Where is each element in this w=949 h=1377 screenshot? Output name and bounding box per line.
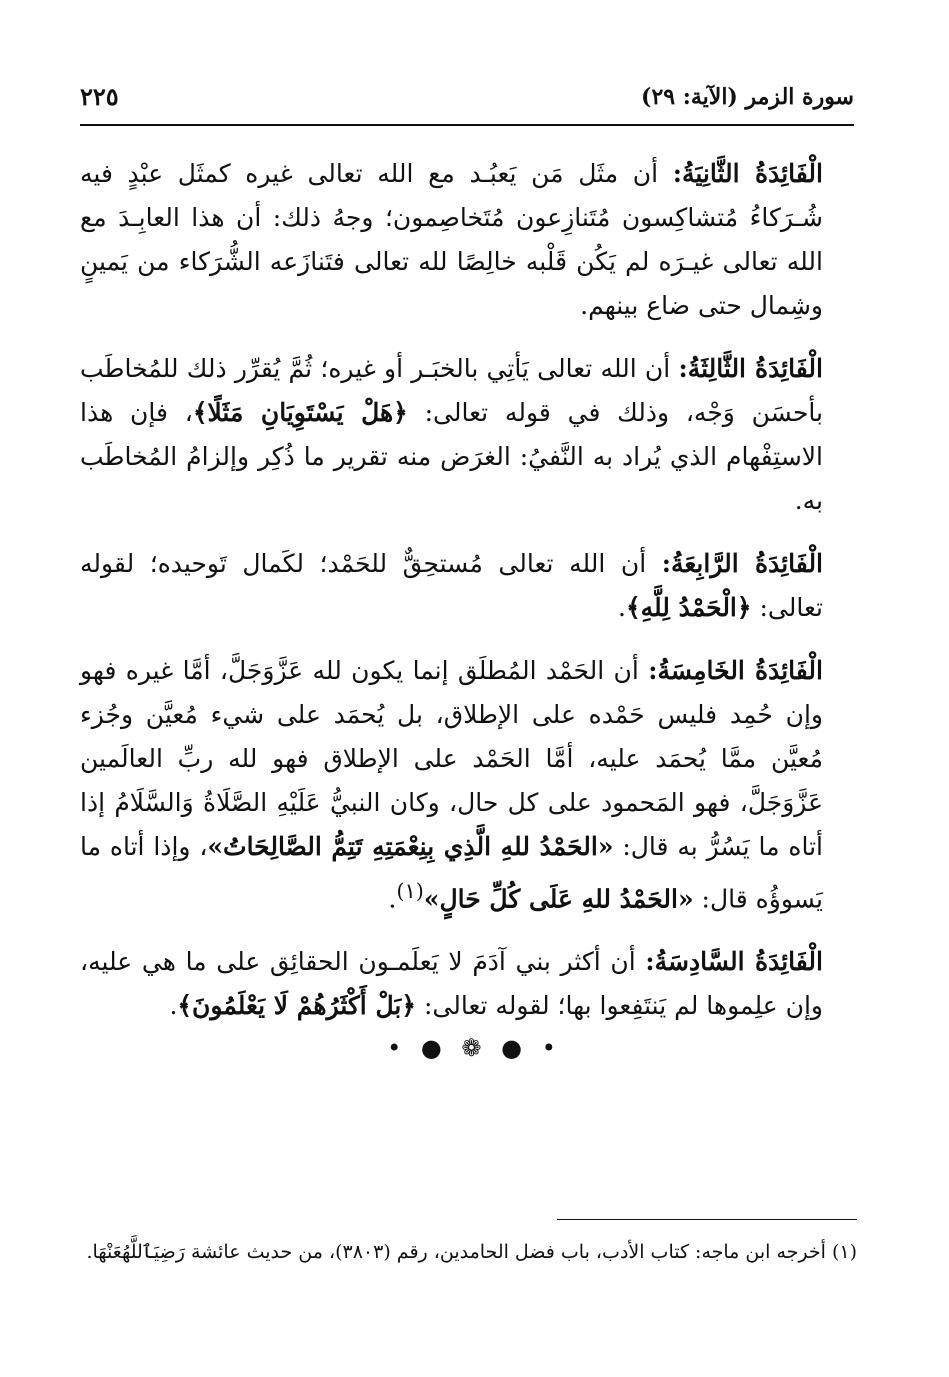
benefit-paragraph-6 xyxy=(80,940,857,1028)
benefit-paragraph-5 xyxy=(80,649,857,921)
benefit-title: الْفَائِدَةُ الخَامِسَةُ: xyxy=(648,656,823,685)
benefit-text: أن مثَل مَن يَعبُـد مع الله تعالى غيره كمثَل عبْدٍ فيه شُـرَكاءُ مُتشاكِسون مُتَنازِعون مُتَخاصِمون؛ وجهُ ذلك: أن هذا العابِـدَ مع الله تعالى غيـرَه لم يَكُن قَلْبه خالِصًا لله تعالى فتَنازَعه الشُّرَكاء من يَمينٍ وشِمال حتى ضاع بينهم. xyxy=(80,159,823,320)
benefit-text: . xyxy=(169,991,178,1021)
footnote-reference[interactable]: (١) xyxy=(396,879,424,903)
benefit-text: ، فإن هذا الاستِفْهام الذي يُراد به النَّفيُ: الغرَض منه تقرير ما ذُكِر وإلزامُ المُخاطَب به. xyxy=(80,398,823,515)
hadith-quote: «الحَمْدُ للهِ الَّذِي بِنِعْمَتِهِ تَتِمُّ الصَّالِحَاتُ» xyxy=(207,832,614,861)
benefit-paragraph-3 xyxy=(80,347,857,523)
benefit-title: الْفَائِدَةُ الرَّابِعَةُ: xyxy=(661,549,824,578)
benefit-text: أن الحَمْد المُطلَق إنما يكون لله عَزَّوَجَلَّ، أمَّا غيره فهو وإن حُمِد فليس حَمْده على الإطلاق، بل يُحمَد على شيء مُعيَّن وجُزء مُعيَّن ممَّا يُحمَد عليه، أمَّا الحَمْد على الإطلاق فهو لله ربِّ العالَمين عَزَّوَجَلَّ، فهو المَحمود على كل حال، وكان النبيُّ عَلَيْهِ الصَّلَاةُ وَالسَّلَامُ إذا أتاه ما يَسُرُّ به قال: xyxy=(80,656,823,861)
benefit-title: الْفَائِدَةُ الثَّانِيَةُ: xyxy=(672,159,823,188)
benefit-text: أن أكثر بني آدَمَ لا يَعلَمـون الحقائِق على ما هي عليه، وإن علِموها لم يَنتَفِعوا بها؛ لقوله تعالى: xyxy=(80,947,823,1021)
main-text xyxy=(80,152,857,1047)
page-header xyxy=(80,78,854,126)
page-number: ٢٢٥ xyxy=(80,82,119,111)
benefit-text: . xyxy=(388,884,397,914)
benefit-title: الْفَائِدَةُ الثَّالِثَةُ: xyxy=(678,354,823,383)
quran-verse: ﴿الْحَمْدُ لِلَّهِ﴾ xyxy=(625,593,752,622)
benefit-text: . xyxy=(618,593,626,622)
benefit-title: الْفَائِدَةُ السَّادِسَةُ: xyxy=(645,947,823,977)
benefit-paragraph-2 xyxy=(80,152,857,328)
quran-verse: ﴿بَلْ أَكْثَرُهُمْ لَا يَعْلَمُونَ﴾ xyxy=(177,991,416,1021)
quran-verse: ﴿هَلْ يَسْتَوِيَانِ مَثَلًا﴾ xyxy=(192,398,408,427)
benefit-text: أن الله تعالى يَأتِي بالخبَـر أو غيره؛ ثُمَّ يُقرِّر ذلك للمُخاطَب بأحسَن وَجْه، وذلك في قوله تعالى: xyxy=(80,354,823,427)
header-rule xyxy=(80,124,854,126)
footnote-separator xyxy=(557,1219,857,1220)
section-ornament: • ● ❁ ● • xyxy=(387,1034,562,1062)
footnote: (١) أخرجه ابن ماجه: كتاب الأدب، باب فضل الحامدين، رقم (٣٨٠٣)، من حديث عائشة رَضِيَٱللَّهُعَنْهَا. xyxy=(86,1241,857,1263)
benefit-text: ، وإذا أتاه ما يَسوؤُه قال: xyxy=(80,832,823,914)
hadith-quote: «الحَمْدُ للهِ عَلَى كُلِّ حَالٍ» xyxy=(423,884,694,914)
benefit-paragraph-4 xyxy=(80,542,857,630)
running-title: سورة الزمر (الآية: ٢٩) xyxy=(641,84,854,110)
benefit-text: أن الله تعالى مُستحِقٌّ للحَمْد؛ لكَمال تَوحيده؛ لقوله تعالى: xyxy=(80,549,823,622)
